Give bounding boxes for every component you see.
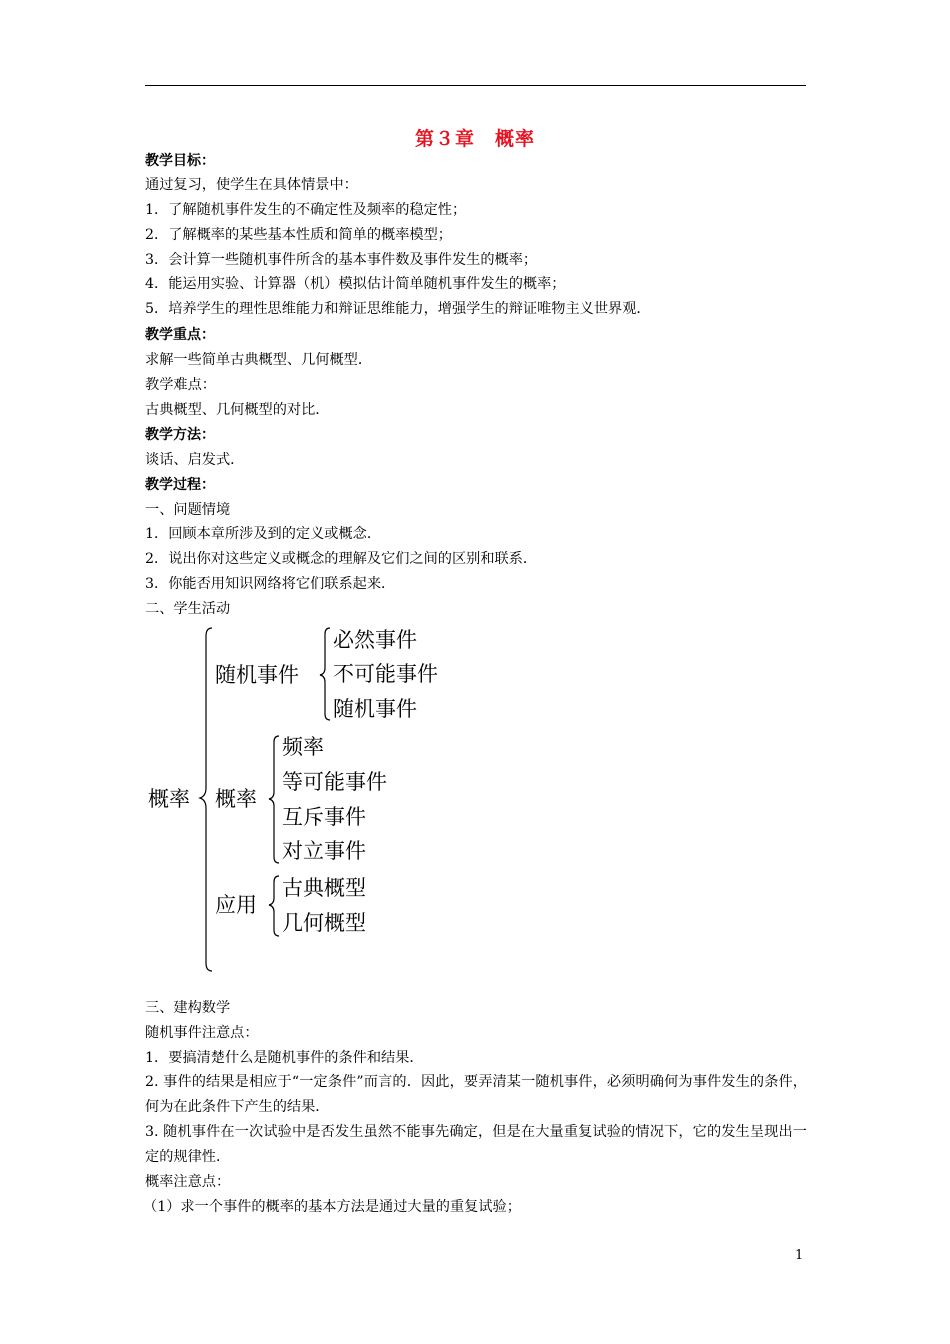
key-points-heading: 教学重点：: [145, 327, 215, 343]
random-note-item: 2. 事件的结果是相应于“一定条件”而言的．因此，要弄清某一随机事件，必须明确何为事件发生的条件，何为在此条件下产生的结果．: [145, 1074, 807, 1115]
tree-leaf: 等可能事件: [282, 770, 387, 794]
difficulties-text: 古典概型、几何概型的对比．: [145, 402, 330, 418]
tree-leaf: 频率: [282, 735, 324, 759]
objective-item: 3．会计算一些随机事件所含的基本事件数及事件发生的概率；: [145, 252, 538, 268]
section2-title: 二、学生活动: [145, 601, 231, 617]
objectives-intro: 通过复习，使学生在具体情景中：: [145, 177, 358, 193]
tree-branch: 应用: [215, 893, 257, 917]
branch-brace: [269, 736, 279, 863]
tree-leaf: 不可能事件: [333, 662, 438, 686]
branch-brace: [269, 876, 279, 936]
tree-leaf: 必然事件: [333, 628, 417, 652]
difficulties-heading: 教学难点：: [145, 377, 216, 393]
tree-leaf: 互斥事件: [282, 805, 366, 829]
root-brace: [200, 628, 212, 971]
objective-item: 4．能运用实验、计算器（机）模拟估计简单随机事件发生的概率；: [145, 276, 566, 292]
tree-leaf: 随机事件: [333, 697, 417, 721]
prob-notes-heading: 概率注意点：: [145, 1174, 231, 1190]
tree-leaf: 几何概型: [282, 911, 366, 935]
tree-leaf: 古典概型: [282, 876, 366, 900]
objective-item: 5．培养学生的理性思维能力和辩证思维能力，增强学生的辩证唯物主义世界观．: [145, 301, 651, 317]
tree-leaf: 对立事件: [282, 839, 366, 863]
objective-item: 1．了解随机事件发生的不确定性及频率的稳定性；: [145, 202, 467, 218]
section3-title: 三、建构数学: [145, 1000, 231, 1016]
methods-heading: 教学方法：: [145, 427, 215, 443]
random-notes-heading: 随机事件注意点：: [145, 1025, 259, 1041]
section1-title: 一、问题情境: [145, 502, 231, 518]
page-number: 1: [795, 1248, 804, 1263]
process-heading: 教学过程：: [145, 477, 215, 493]
random-note-item: 1．要搞清楚什么是随机事件的条件和结果．: [145, 1050, 424, 1066]
tree-branch: 概率: [215, 787, 257, 811]
objectives-heading: 教学目标：: [145, 153, 215, 169]
section1-item: 3．你能否用知识网络将它们联系起来．: [145, 576, 396, 592]
tree-root: 概率: [148, 787, 190, 811]
page-title: 第３章 概率: [414, 128, 535, 150]
tree-branch: 随机事件: [215, 663, 299, 687]
methods-text: 谈话、启发式．: [145, 452, 245, 468]
section1-item: 1．回顾本章所涉及到的定义或概念．: [145, 526, 382, 542]
prob-note-item: （1）求一个事件的概率的基本方法是通过大量的重复试验；: [143, 1199, 521, 1215]
section1-item: 2．说出你对这些定义或概念的理解及它们之间的区别和联系．: [145, 551, 538, 567]
random-note-item: 3. 随机事件在一次试验中是否发生虽然不能事先确定，但是在大量重复试验的情况下，它的发生呈现出一定的规律性．: [145, 1124, 807, 1165]
key-points-text: 求解一些简单古典概型、几何概型．: [145, 352, 373, 368]
branch-brace: [320, 628, 330, 720]
objective-item: 2．了解概率的某些基本性质和简单的概率模型；: [145, 227, 452, 243]
